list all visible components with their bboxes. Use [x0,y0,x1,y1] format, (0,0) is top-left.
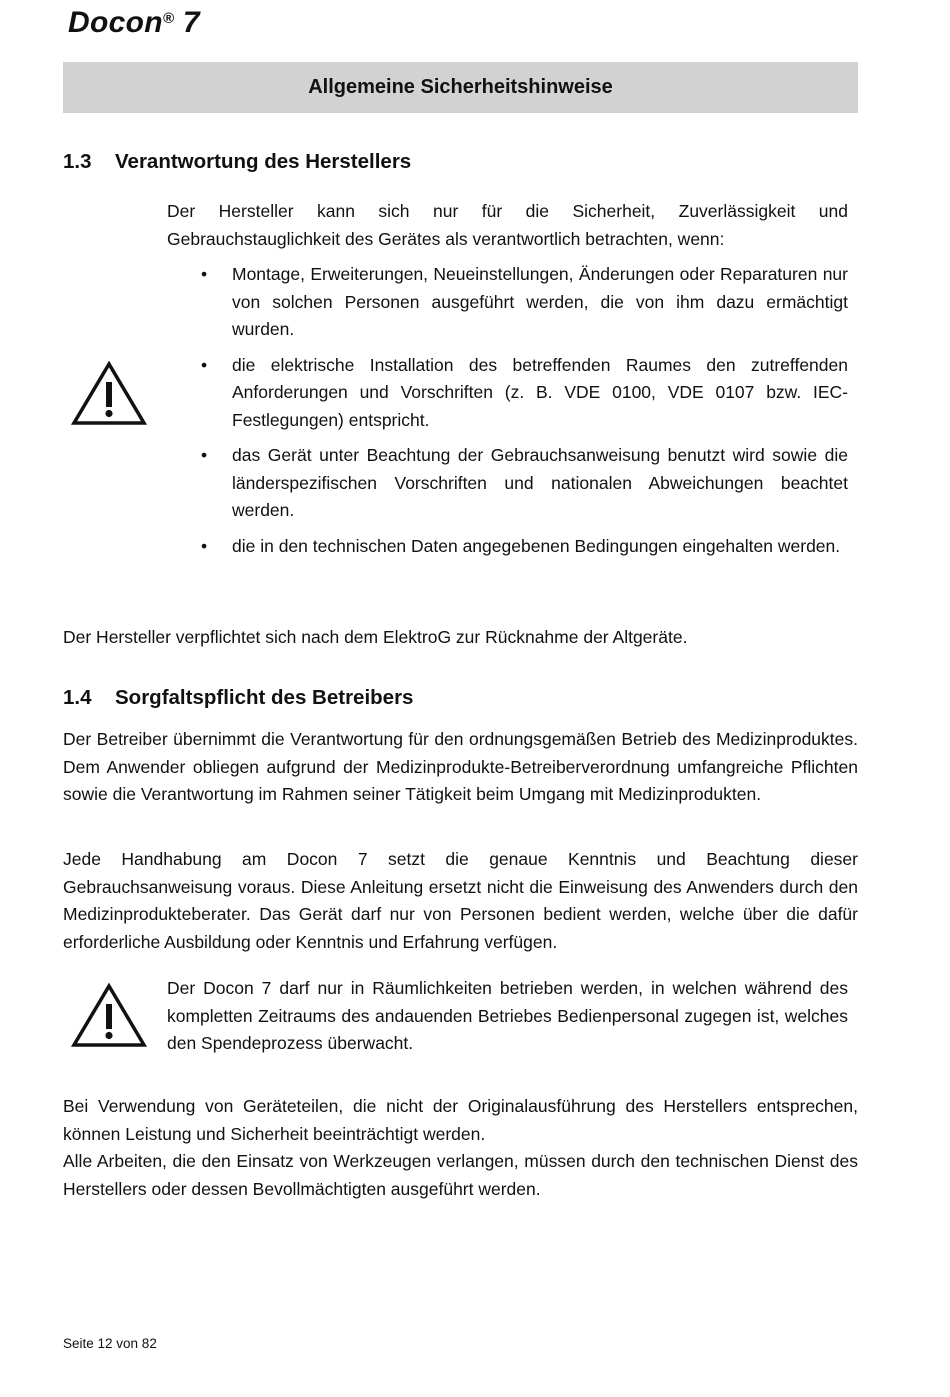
condition-list [167,261,848,560]
list-item-text: Montage, Erweiterungen, Neueinstellungen, Änderungen oder Reparaturen nur von solchen Personen ausgeführt werden, die von ihm dazu ermächtigt wurden. [232,264,848,339]
supervision-warning-text: Der Docon 7 darf nur in Räumlichkeiten betrieben werden, in welchen während des kompletten Zeitraums des andauenden Betriebes Bedienpersonal zugegen ist, welches den Spendeprozess überwacht. [167,978,848,1053]
bullet-symbol: • [201,354,208,375]
section-1-4-heading [63,686,413,710]
section-number: 1.3 [63,150,92,173]
list-item-text: das Gerät unter Beachtung der Gebrauchsanweisung benutzt wird sowie die länderspezifischen Vorschriften und nationalen Abweichungen beachtet werden. [232,445,848,520]
section-title: Sorgfaltspflicht des Betreibers [115,686,414,709]
document-brand [68,6,200,40]
closing-paragraphs [63,1093,858,1203]
list-item-text: die in den technischen Daten angegebenen Bedingungen eingehalten werden. [232,535,841,556]
registered-mark: ® [162,10,175,27]
list-item-text: die elektrische Installation des betreffenden Raumes den zutreffenden Anforderungen und Vorschriften (z. B. VDE 0100, VDE 0107 bzw. IEC-Festlegungen) entspricht. [232,354,848,430]
page-number: Seite 12 von 82 [63,1336,157,1351]
bullet-symbol: • [201,445,208,465]
bullet-symbol: • [201,535,208,556]
brand-name: Docon [68,6,163,39]
section-1-3-heading [63,150,411,174]
operator-paragraph-1: Der Betreiber übernimmt die Verantwortung für den ordnungsgemäßen Betrieb des Medizinproduktes. Dem Anwender obliegen aufgrund der Medizinprodukte-Betreiberverordnung umfangreiche Pflichten sowie die Verantwortung im Rahmen seiner Tätigkeit beim Umgang mit Medizinprodukten. [63,729,858,804]
list-item [167,442,848,525]
brand-number: 7 [182,6,200,39]
section-number: 1.4 [63,686,92,709]
tool-work-paragraph: Alle Arbeiten, die den Einsatz von Werkzeugen verlangen, müssen durch den technischen Dienst des Herstellers oder dessen Bevollmächtigten ausgeführt werden. [63,1151,858,1199]
original-parts-paragraph: Bei Verwendung von Geräteteilen, die nicht der Originalausführung des Herstellers entsprechen, können Leistung und Sicherheit beeinträchtigt werden. [63,1096,858,1144]
warning-triangle-icon [71,360,147,426]
list-item [167,352,848,435]
take-back-paragraph: Der Hersteller verpflichtet sich nach dem ElektroG zur Rücknahme der Altgeräte. [63,627,688,647]
section-1-3-body [167,198,848,568]
intro-paragraph: Der Hersteller kann sich nur für die Sicherheit, Zuverlässigkeit und Gebrauchstauglichkeit des Gerätes als verantwortlich betrachten, wenn: [167,201,848,249]
list-item [167,533,848,561]
bullet-symbol: • [201,264,208,284]
list-item [167,261,848,344]
section-title: Verantwortung des Herstellers [115,150,412,173]
chapter-banner [63,62,858,113]
operator-paragraph-2: Jede Handhabung am Docon 7 setzt die genaue Kenntnis und Beachtung dieser Gebrauchsanweisung voraus. Diese Anleitung ersetzt nicht die Einweisung des Anwenders durch den Medizinprodukteberater. Das Gerät darf nur von Personen bedient werden, welche über die dafür erforderliche Ausbildung oder Kenntnis und Erfahrung verfügen. [63,849,858,952]
chapter-title: Allgemeine Sicherheitshinweise [308,76,613,98]
warning-triangle-icon [71,982,147,1048]
